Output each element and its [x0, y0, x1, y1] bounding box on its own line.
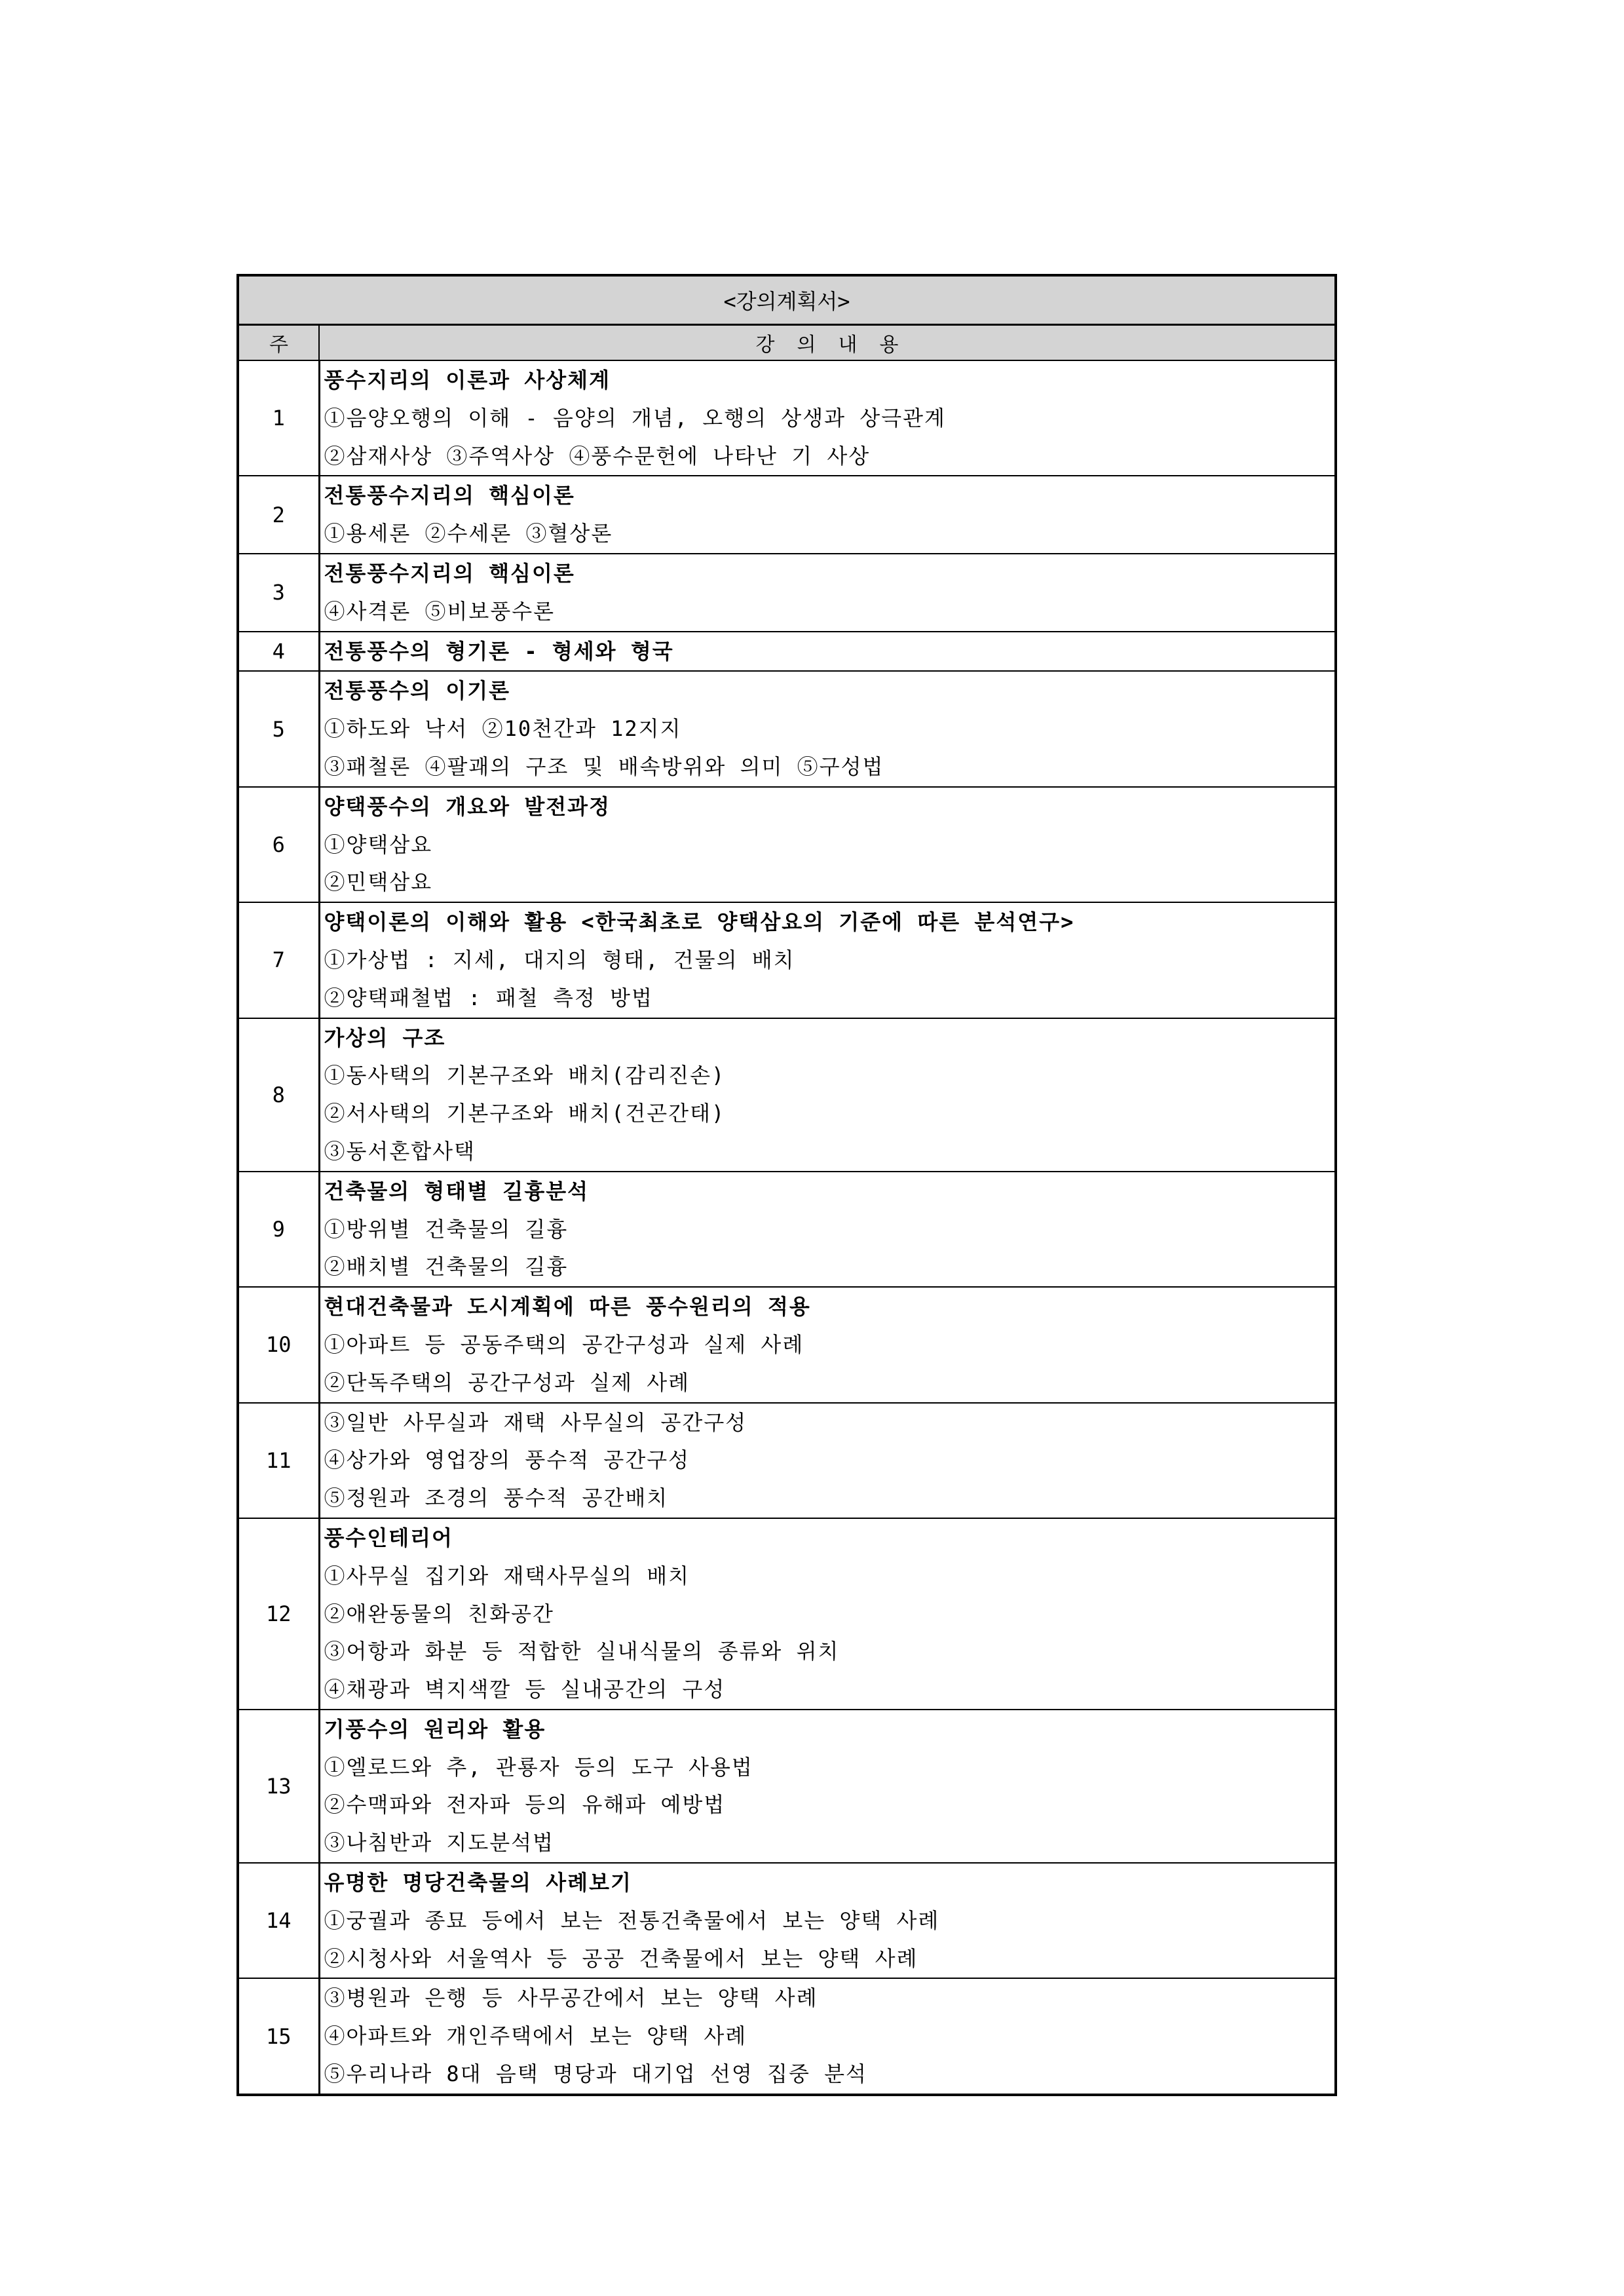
- lecture-content: [319, 1863, 1336, 1978]
- topic-heading: 양택이론의 이해와 활용 <한국최초로 양택삼요의 기준에 따른 분석연구>: [324, 909, 1075, 935]
- topic-item: ②양택패철법 : 패철 측정 방법: [324, 985, 653, 1010]
- header-week: 주: [238, 325, 319, 361]
- lecture-content: [319, 1518, 1336, 1710]
- lecture-content: [319, 787, 1336, 902]
- week-number: 2: [238, 476, 319, 554]
- table-row: [238, 1287, 1336, 1402]
- topic-heading: 풍수지리의 이론과 사상체계: [324, 368, 611, 392]
- lecture-content: [319, 1172, 1336, 1287]
- table-row: [238, 1172, 1336, 1287]
- week-number: 8: [238, 1018, 319, 1172]
- lecture-content: [319, 1710, 1336, 1863]
- topic-item: ①아파트 등 공동주택의 공간구성과 실제 사례: [324, 1331, 804, 1357]
- week-number: 13: [238, 1710, 319, 1863]
- topic-item: ①양택삼요: [324, 832, 433, 857]
- table-body: [238, 360, 1336, 2095]
- topic-item: ③동서혼합사택: [324, 1138, 476, 1164]
- lecture-content: [319, 1287, 1336, 1402]
- topic-item: ⑤정원과 조경의 풍수적 공간배치: [324, 1485, 669, 1511]
- topic-item: ③패철론 ④팔괘의 구조 및 배속방위와 의미 ⑤구성법: [324, 754, 884, 779]
- topic-heading: 기풍수의 원리와 활용: [324, 1716, 546, 1742]
- topic-heading: 풍수인테리어: [324, 1525, 453, 1550]
- table-row: [238, 360, 1336, 476]
- topic-item: ④채광과 벽지색깔 등 실내공간의 구성: [324, 1677, 726, 1702]
- topic-item: ①가상법 : 지세, 대지의 형태, 건물의 배치: [324, 947, 795, 972]
- topic-item: ①궁궐과 종묘 등에서 보는 전통건축물에서 보는 양택 사례: [324, 1907, 940, 1933]
- topic-item: ②애완동물의 친화공간: [324, 1601, 554, 1626]
- lecture-plan-table: [236, 274, 1337, 2096]
- topic-item: ①엘로드와 추, 관룡자 등의 도구 사용법: [324, 1754, 753, 1780]
- week-number: 10: [238, 1287, 319, 1402]
- lecture-content: [319, 632, 1336, 672]
- lecture-content: [319, 1403, 1336, 1518]
- week-number: 5: [238, 671, 319, 786]
- topic-heading: 유명한 명당건축물의 사례보기: [324, 1870, 632, 1896]
- topic-item: ④상가와 영업장의 풍수적 공간구성: [324, 1447, 690, 1473]
- topic-item: ①용세론 ②수세론 ③혈상론: [324, 521, 613, 546]
- topic-item: ③일반 사무실과 재택 사무실의 공간구성: [324, 1409, 747, 1435]
- topic-item: ①하도와 낙서 ②10천간과 12지지: [324, 716, 682, 742]
- week-number: 1: [238, 360, 319, 476]
- table-row: [238, 787, 1336, 902]
- topic-item: ①방위별 건축물의 길흉: [324, 1216, 569, 1242]
- table-row: [238, 1018, 1336, 1172]
- topic-item: ③나침반과 지도분석법: [324, 1830, 554, 1856]
- week-number: 4: [238, 632, 319, 672]
- week-number: 15: [238, 1978, 319, 2094]
- topic-item: ⑤우리나라 8대 음택 명당과 대기업 선영 집중 분석: [324, 2061, 867, 2087]
- table-row: [238, 1403, 1336, 1518]
- lecture-content: [319, 476, 1336, 554]
- table-row: [238, 554, 1336, 632]
- week-number: 9: [238, 1172, 319, 1287]
- week-number: 6: [238, 787, 319, 902]
- lecture-content: [319, 1978, 1336, 2094]
- table-row: [238, 1710, 1336, 1863]
- week-number: 3: [238, 554, 319, 632]
- table-row: [238, 1518, 1336, 1710]
- topic-heading: 가상의 구조: [324, 1025, 446, 1050]
- topic-item: ③어항과 화분 등 적합한 실내식물의 종류와 위치: [324, 1639, 840, 1664]
- topic-heading: 전통풍수의 이기론: [324, 678, 511, 704]
- topic-item: ②서사택의 기본구조와 배치(건곤간태): [324, 1101, 726, 1126]
- week-number: 11: [238, 1403, 319, 1518]
- week-number: 7: [238, 902, 319, 1018]
- table-title: <강의계획서>: [238, 275, 1336, 325]
- week-number: 12: [238, 1518, 319, 1710]
- topic-item: ①동사택의 기본구조와 배치(감리진손): [324, 1063, 726, 1088]
- table-row: [238, 1978, 1336, 2094]
- table-row: [238, 1863, 1336, 1978]
- header-content: 강의내용: [319, 325, 1336, 361]
- topic-heading: 전통풍수지리의 핵심이론: [324, 483, 575, 508]
- topic-item: ②삼재사상 ③주역사상 ④풍수문헌에 나타난 기 사상: [324, 443, 871, 469]
- topic-item: ④사격론 ⑤비보풍수론: [324, 598, 556, 624]
- lecture-content: [319, 554, 1336, 632]
- topic-item: ②수맥파와 전자파 등의 유해파 예방법: [324, 1792, 726, 1818]
- topic-item: ③병원과 은행 등 사무공간에서 보는 양택 사례: [324, 1985, 818, 2011]
- topic-item: ②민택삼요: [324, 870, 433, 895]
- table-row: [238, 671, 1336, 786]
- topic-heading: 현대건축물과 도시계획에 따른 풍수원리의 적용: [324, 1294, 811, 1320]
- topic-heading: 전통풍수의 형기론 - 형세와 형국: [324, 638, 674, 664]
- topic-heading: 건축물의 형태별 길흉분석: [324, 1178, 590, 1204]
- table-row: [238, 476, 1336, 554]
- topic-item: ①음양오행의 이해 - 음양의 개념, 오행의 상생과 상극관계: [324, 405, 946, 430]
- table-row: [238, 632, 1336, 672]
- topic-heading: 양택풍수의 개요와 발전과정: [324, 794, 611, 819]
- topic-item: ②배치별 건축물의 길흉: [324, 1254, 569, 1280]
- lecture-content: [319, 360, 1336, 476]
- topic-item: ②시청사와 서울역사 등 공공 건축물에서 보는 양택 사례: [324, 1945, 918, 1971]
- table-row: [238, 902, 1336, 1018]
- lecture-content: [319, 1018, 1336, 1172]
- lecture-content: [319, 671, 1336, 786]
- topic-item: ①사무실 집기와 재택사무실의 배치: [324, 1563, 690, 1588]
- topic-heading: 전통풍수지리의 핵심이론: [324, 560, 575, 586]
- topic-item: ②단독주택의 공간구성과 실제 사례: [324, 1369, 690, 1395]
- week-number: 14: [238, 1863, 319, 1978]
- topic-item: ④아파트와 개인주택에서 보는 양택 사례: [324, 2023, 747, 2049]
- lecture-content: [319, 902, 1336, 1018]
